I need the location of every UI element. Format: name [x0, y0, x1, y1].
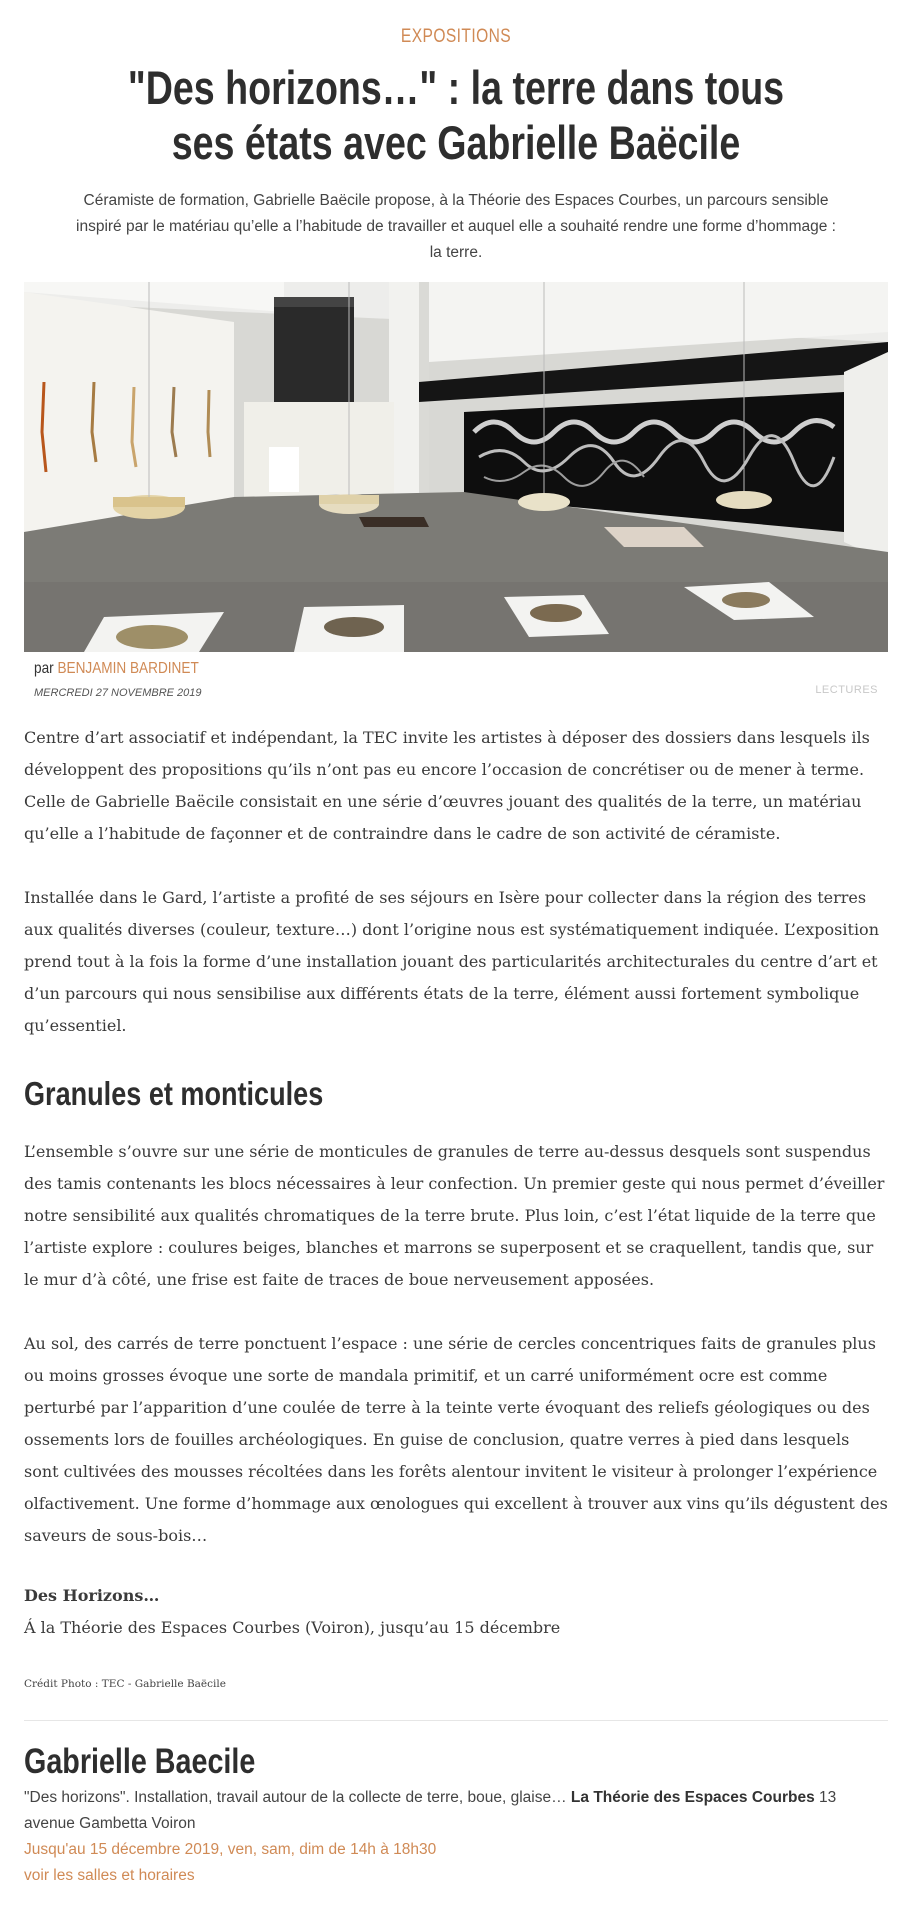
venue-address: 13 avenue Gambetta Voiron	[24, 1789, 837, 1832]
divider	[24, 1720, 888, 1721]
section-heading: Granules et monticules	[24, 1075, 324, 1112]
photo-credit: Crédit Photo : TEC - Gabrielle Baëcile	[24, 1678, 226, 1690]
venue-event-description: "Des horizons". Installation, travail autour de la collecte de terre, boue, glaise…	[24, 1789, 567, 1806]
reads-count-label: LECTURES	[815, 684, 878, 696]
exhibition-photo	[24, 282, 888, 652]
article-body	[24, 722, 888, 1552]
venue-description	[24, 1785, 888, 1837]
article-title: "Des horizons…" : la terre dans tous ses états avec Gabrielle Baëcile	[127, 61, 785, 169]
exhibition-info-title: Des Horizons…	[24, 1586, 160, 1605]
byline-author	[34, 660, 199, 678]
paragraph: L’ensemble s’ouvre sur une série de monticules de granules de terre au-dessus desquels sont suspendus des tamis contenants les blocs nécessaires à leur confection. Un premier geste qui nous permet d’éveiller notre sensibilité aux qualités chromatiques de la terre brute. Plus loin, c’est l’état liquide de la terre que l’artiste explore : coulures beiges, blanches et marrons se superposent et se craquellent, tandis que, sur le mur d’à côté, une frise est faite de traces de boue nerveusement apposées.	[24, 1142, 885, 1289]
venue-hours-link[interactable]: voir les salles et horaires	[24, 1867, 195, 1884]
paragraph: Centre d’art associatif et indépendant, la TEC invite les artistes à déposer des dossiers dans lesquels ils développent des propositions qu’ils n’ont pas eu encore l’occasion de concrétiser ou de mener à terme. Celle de Gabrielle Baëcile consistait en une série d’œuvres jouant des qualités de la terre, un matériau qu’elle a l’habitude de façonner et de contraindre dans le cadre de son activité de céramiste.	[24, 728, 870, 843]
byline-prefix: par	[34, 660, 54, 677]
paragraph: Au sol, des carrés de terre ponctuent l’espace : une série de cercles concentriques faits de granules plus ou moins grosses évoque une sorte de mandala primitif, et un carré uniformément ocre est comme perturbé par l’apparition d’une coulée de terre à la teinte verte évoquant des reliefs géologiques ou des ossements lors de fouilles archéologiques. En guise de conclusion, quatre verres à pied dans lesquels sont cultivées des mousses récoltées dans les forêts alentour invitent le visiteur à prolonger l’expérience olfactivement. Une forme d’hommage aux œnologues qui excellent à trouver aux vins qu’ils dégustent des saveurs de sous-bois…	[24, 1334, 888, 1545]
venue-dates: Jusqu'au 15 décembre 2019, ven, sam, dim de 14h à 18h30	[24, 1841, 437, 1858]
category-label[interactable]: EXPOSITIONS	[400, 26, 512, 47]
venue-place-name[interactable]: La Théorie des Espaces Courbes	[570, 1789, 815, 1806]
exhibition-info	[24, 1580, 888, 1644]
article-lead: Céramiste de formation, Gabrielle Baëcile propose, à la Théorie des Espaces Courbes, un parcours sensible inspiré par le matériau qu’elle a l’habitude de travailler et auquel elle a souhaité rendre une forme d’hommage : la terre.	[76, 192, 836, 261]
paragraph: Installée dans le Gard, l’artiste a profité de ses séjours en Isère pour collecter dans la région des terres aux qualités diverses (couleur, texture…) dont l’origine nous est systématiquement indiquée. L’exposition prend tout à la fois la forme d’une installation jouant des particularités architecturales du centre d’art et d’un parcours qui nous sensibilise aux différents états de la terre, élément aussi fortement symbolique qu’essentiel.	[24, 888, 879, 1035]
byline	[24, 652, 888, 706]
venue-card-title[interactable]: Gabrielle Baecile	[24, 1742, 256, 1781]
gallery-installation-image	[24, 282, 888, 652]
publish-date: MERCREDI 27 NOVEMBRE 2019	[34, 687, 202, 699]
exhibition-info-line: Á la Théorie des Espaces Courbes (Voiron), jusqu’au 15 décembre	[24, 1618, 561, 1637]
article-container	[24, 0, 888, 1889]
author-link[interactable]: BENJAMIN BARDINET	[57, 660, 199, 677]
